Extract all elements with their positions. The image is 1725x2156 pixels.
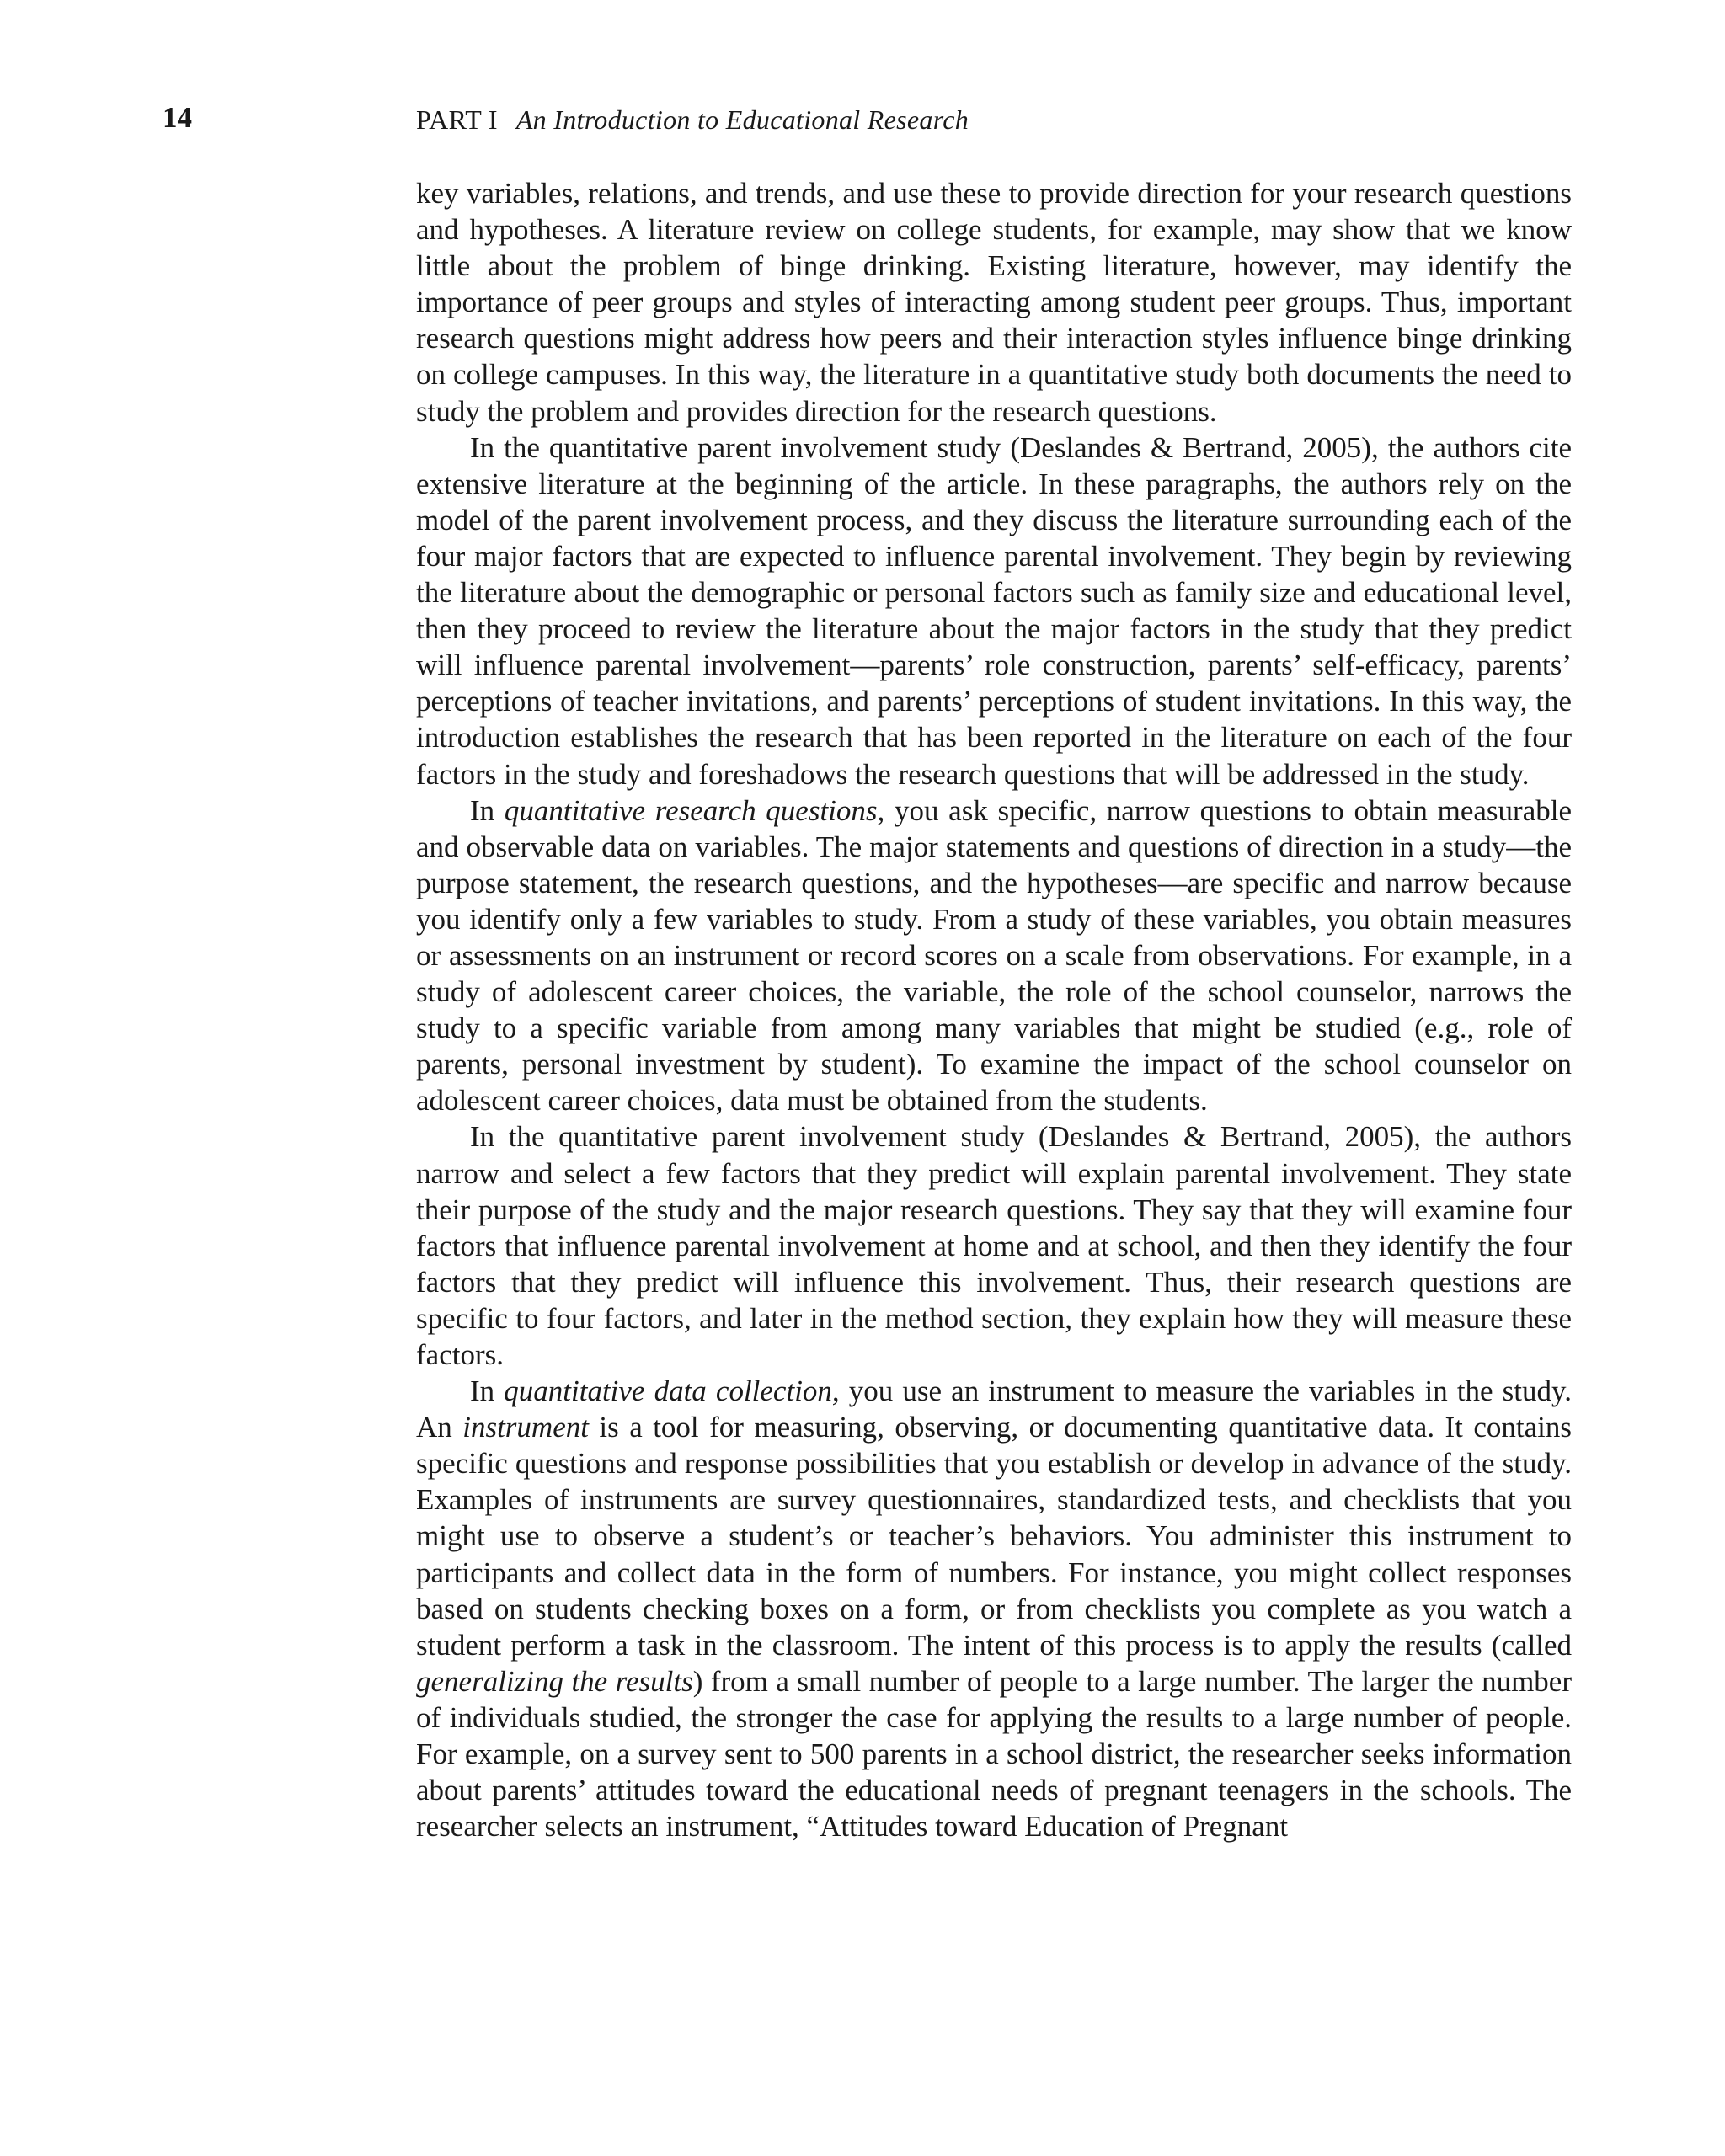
paragraph [416,792,1572,1119]
paragraph [416,430,1572,792]
text-run: In the quantitative parent involvement study (Deslandes & Bertrand, 2005), the authors cite extensive literature at the beginning of the article. In these paragraphs, the authors rely on the model of the parent involvement process, and they discuss the literature surrounding each of the four major factors that are expected to influence parental involvement. They begin by reviewing the literature about the demographic or personal factors such as family size and educational level, then they proceed to review the literature about the major factors in the study that they predict will influence parental involvement—parents’ role construction, parents’ self-efficacy, parents’ perceptions of teacher invitations, and parents’ perceptions of student invitations. In this way, the introduction establishes the research that has been reported in the literature on each of the four factors in the study and foreshadows the research questions that will be addressed in the study. [416,430,1572,791]
text-run: In [470,793,505,827]
book-title: An Introduction to Educational Research [515,104,969,135]
text-run: ) from a small number of people to a large number. The larger the number of individuals studied, the stronger the case for applying the results to a large number of people. For example, on a survey sent to 500 parents in a school district, the researcher seeks information about parents’ attitudes toward the educational needs of pregnant teenagers in the schools. The researcher selects an instrument, “Attitudes toward Education of Pregnant [416,1664,1572,1844]
text-run: is a tool for measuring, observing, or documenting quantitative data. It contains specific questions and response possibilities that you establish or develop in advance of the study. Examples of instruments are survey questionnaires, standardized tests, and checklists that you might use to observe a student’s or teacher’s behaviors. You administer this instrument to participants and collect data in the form of numbers. For instance, you might collect responses based on students checking boxes on a form, or from checklists you complete as you watch a student perform a task in the classroom. The intent of this process is to apply the results (called [416,1411,1572,1662]
paragraph [416,1373,1572,1844]
italic-term: quantitative data collection, [504,1374,840,1408]
page-number: 14 [163,101,192,134]
text-run: In the quantitative parent involvement study (Deslandes & Bertrand, 2005), the authors narrow and select a few factors that they predict will explain parental involvement. They state their purpose of the study and the major research questions. They say that they will examine four factors that influence parental involvement at home and at school, and then they identify the four factors that they predict will influence this involvement. Thus, their research questions are specific to four factors, and later in the method section, they explain how they will measure these factors. [416,1120,1572,1371]
paragraph [416,175,1572,430]
text-run: you ask specific, narrow questions to obtain measurable and observable data on variables. The major statements and questions of direction in a study—the purpose statement, the research questions, and the hypotheses—are specific and narrow because you identify only a few variables to study. From a study of these variables, you obtain measures or assessments on an instrument or record scores on a scale from observations. For example, in a study of adolescent career choices, the variable, the role of the school counselor, narrows the study to a specific variable from among many variables that might be studied (e.g., role of parents, personal investment by student). To examine the impact of the school counselor on adolescent career choices, data must be obtained from the students. [416,793,1572,1118]
running-head [416,99,969,140]
paragraph [416,1118,1572,1373]
text-run: you use an instrument to measure the variables in the study. An [416,1374,1573,1444]
body-text [416,175,1572,1844]
italic-term: instrument [462,1411,589,1444]
part-label: PART I [416,104,498,135]
italic-term: generalizing the results [416,1664,693,1698]
text-run: In [470,1374,505,1408]
text-run: key variables, relations, and trends, and use these to provide direction for your research questions and hypotheses. A literature review on college students, for example, may show that we know little about the problem of binge drinking. Existing literature, however, may identify the importance of peer groups and styles of interacting among student peer groups. Thus, important research questions might address how peers and their interaction styles influence binge drinking on college campuses. In this way, the literature in a quantitative study both documents the need to study the problem and provides direction for the research questions. [416,177,1572,428]
italic-term: quantitative research questions, [504,793,885,827]
